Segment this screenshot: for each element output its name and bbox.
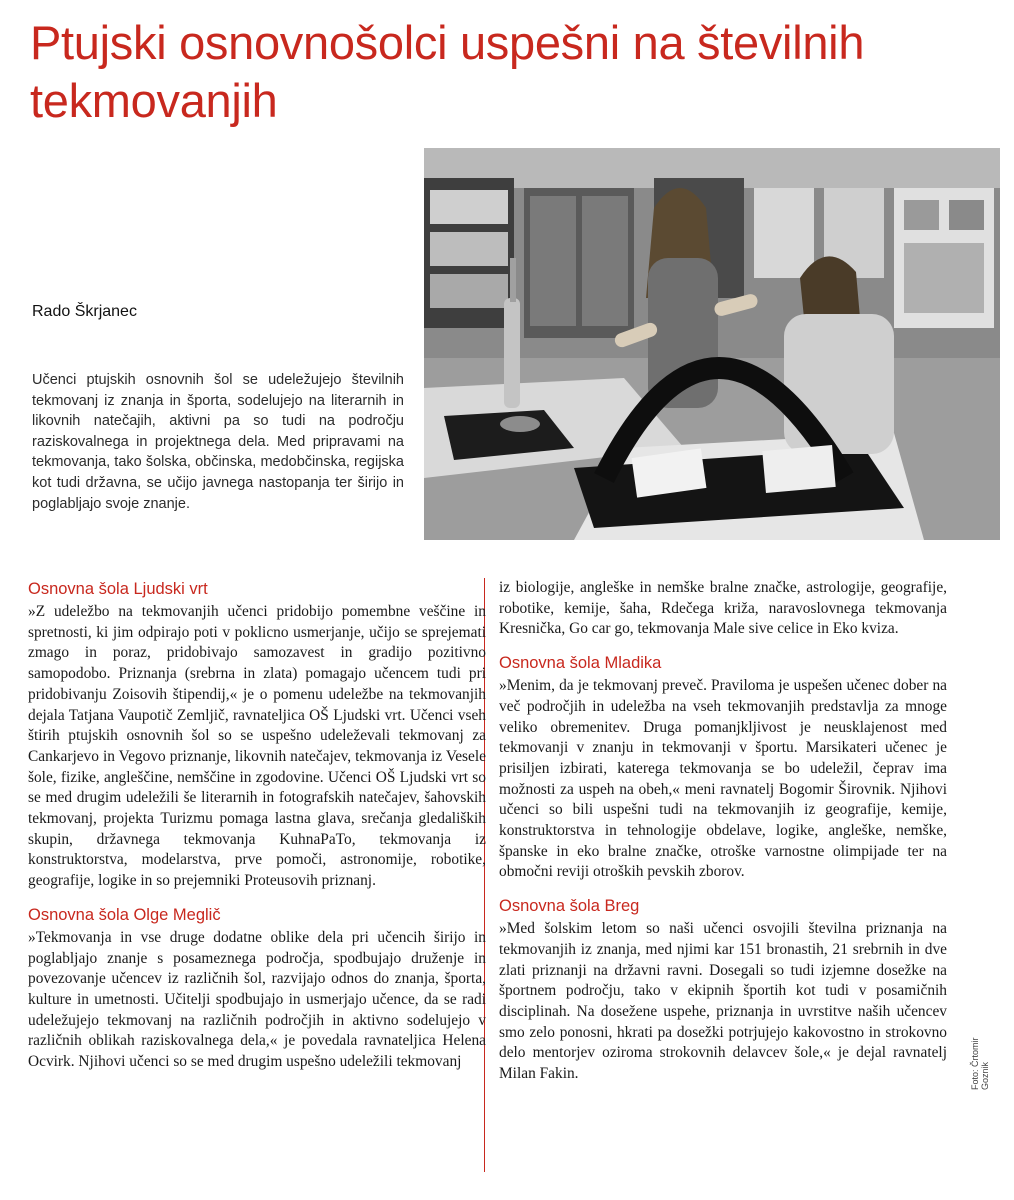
section-title-breg: Osnovna šola Breg [499, 897, 640, 916]
article-column-left [28, 578, 486, 1085]
section-title-mladika: Osnovna šola Mladika [499, 654, 662, 673]
article-author: Rado Škrjanec [32, 303, 137, 320]
section-text-mladika: »Menim, da je tekmovanj preveč. Praviloma je uspešen učenec dober na več področjih in udeležba na vseh tekmovanjih predstavlja za mnoge veliko obremenitev. Druga pomanjkljivost je neusklajenost med tekmovanji v znanju in tekmovanji v športu. Marsikateri učenec je prisiljen izbirati, katerega tekmovanja se bo udeležil, čeprav ima možnosti za uspeh na obeh,« meni ravnatelj Bogomir Širovnik. Njihovi učenci so bili uspešni tudi na tekmovanjih iz geografije, kemije, konstruktorstva in tehnologije obdelave, logike, angleške, nemške, španske in eko bralne značke, otroške varnostne olimpijade ter na območni reviji otroških pevskih zborov. [499, 677, 947, 881]
section-text-breg: »Med šolskim letom so naši učenci osvojili številna priznanja na tekmovanjih iz znanja, med njimi kar 151 bronastih, 21 srebrnih in dve zlati priznanji na državni ravni. Dosegali so tudi izjemne dosežke na športnem področju, tako v ekipnih športih kot tudi v posamičnih disciplinah. Na dosežene uspehe, priznanja in uvrstitve naših učencev smo zelo ponosni, hkrati pa dosežki potrjujejo kakovostno in strokovno delo mentorjev oziroma strokovnih delavcev šole,« je dejal ravnatelj Milan Fakin. [499, 920, 947, 1083]
section-title-ljudski-vrt: Osnovna šola Ljudski vrt [28, 580, 208, 598]
classroom-photo-illustration [424, 148, 1000, 540]
section-text-olge-meglic-continued: iz biologije, angleške in nemške bralne značke, astrologije, geografije, robotike, kemije, šaha, Rdečega križa, naravoslovnega tekmovanja Kresnička, Go car go, tekmovanja Male sive celice in Eko kviza. [499, 579, 947, 638]
article-photo [424, 148, 1000, 540]
article-lead: Učenci ptujskih osnovnih šol se udeležujejo številnih tekmovanj iz znanja in športa, sodelujejo na literarnih in likovnih natečajih, aktivni pa so tudi na področju raziskovalnega in projektnega dela. Med pripravami na tekmovanja, tako šolska, občinska, medobčinska, regijska kot tudi državna, se učijo javnega nastopanja ter širijo in poglabljajo svoje znanje. [32, 372, 404, 512]
article-column-right [499, 578, 947, 1097]
section-text-olge-meglic: »Tekmovanja in vse druge dodatne oblike dela pri učencih širijo in poglabljajo znanje s posameznega področja, spodbujajo druženje in povezovanje učencev iz različnih šol, razvijajo odnos do znanja, športa, kulture in umetnosti. Učitelji spodbujajo in usmerjajo učence, da se radi udeležujejo tekmovanj na različnih področjih in aktivno sodelujejo v različnih oblikah raziskovalnega dela,« je povedala ravnateljica Helena Ocvirk. Njihovi učenci so se med drugim uspešno udeležili tekmovanj [28, 928, 486, 1071]
article-title: Ptujski osnovnošolci uspešni na številnih tekmovanjih [30, 16, 865, 127]
section-text-ljudski-vrt: »Z udeležbo na tekmovanjih učenci pridobijo pomembne veščine in spretnosti, ki jim odpirajo poti v poklicno usmerjanje, učijo se sprejemati zmago in poraz, pridobivajo samozavest in gradijo pozitivno samopodobo. Priznanja (srebrna in zlata) pomagajo učencem tudi pri pridobivanju Zoisovih štipendij,« je o pomenu udeležbe na tekmovanjih dejala Tatjana Vaupotič Zemljič, ravnateljica OŠ Ljudski vrt. Učenci vseh štirih ptujskih osnovnih šol so se uspešno udeleževali tekmovanj za Cankarjevo in Vegovo priznanje, likovnih natečajev, tekmovanja iz Vesele šole, fizike, angleščine, nemščine in zgodovine. Učenci OŠ Ljudski vrt so se med drugim udeležili še literarnih in fotografskih natečajev, šahovskih tekmovanj, projekta Turizmu pomaga lastna glava, srečanja gledaliških skupin, državnega tekmovanja KuhnaPaTo, tekmovanja iz konstruktorstva, modelarstva, prve pomoči, astronomije, robotike, geografije, logike in so prejemniki Proteusovih priznanj. [28, 603, 486, 890]
section-title-olge-meglic: Osnovna šola Olge Meglič [28, 905, 221, 924]
photo-credit: Foto: Črtomir Goznik [970, 1037, 990, 1090]
